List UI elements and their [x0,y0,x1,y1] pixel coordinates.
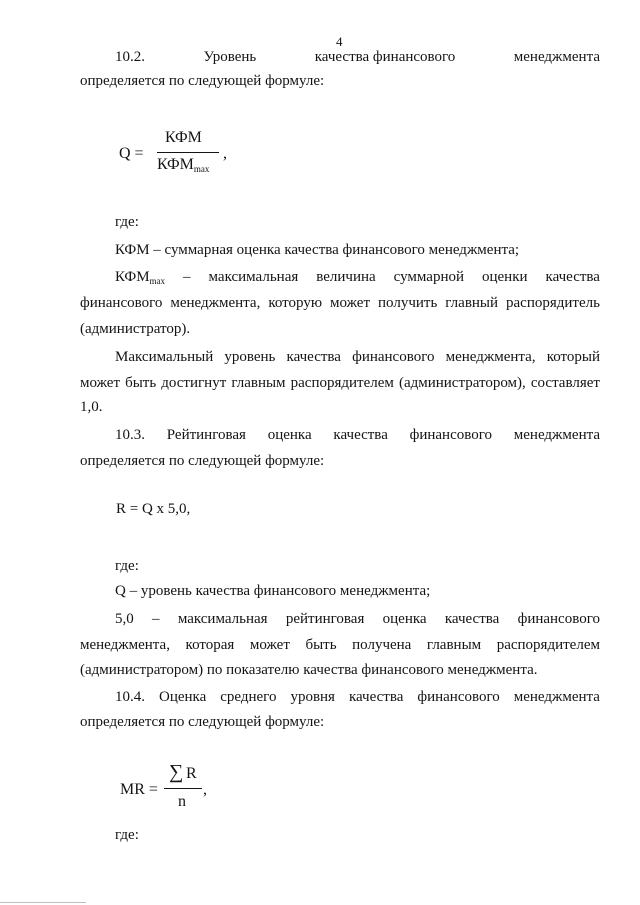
word: может [80,375,120,391]
word: менеджмента [513,49,600,65]
word: может [330,295,371,311]
kfm-definition: КФМ – суммарная оценка качества финансового менеджмента; [115,242,520,258]
max-level-line3: 1,0. [80,399,103,415]
word: составляет [530,375,600,391]
word: качества [286,349,341,365]
word: которая [185,637,235,653]
word: максимальная [177,611,268,627]
word: среднего [220,689,277,705]
word: Рейтинговая [166,427,246,443]
sigma-symbol: ∑ [169,761,184,783]
word: Максимальный [115,349,214,365]
word: оценка [382,611,427,627]
formula-numerator: R [186,765,197,782]
kfmmax-definition-line3: (администратор). [80,321,191,337]
bottom-rule [0,902,86,903]
word: (администратором), [398,375,526,391]
word: – [152,611,160,627]
section-number: 10.2. [115,49,145,65]
denominator-symbol: КФМ [157,156,194,173]
word: может [249,637,290,653]
section-10-2-line2: определяется по следующей формуле: [80,73,325,89]
formula-tail: , [223,145,227,162]
word: суммарной [393,269,465,285]
section-10-4-line1 [115,688,600,706]
section-10-3-line1 [115,426,600,444]
formula-denominator: n [178,793,186,810]
formula-tail: , [203,781,207,798]
word: уровень [224,349,276,365]
word: финансового [409,427,493,443]
section-number: 10.3. [115,427,145,443]
formula-r: R = Q x 5,0, [116,501,191,517]
word: менеджмента [513,689,600,705]
word: главным [231,375,286,391]
word: который [546,349,600,365]
where-label: где: [115,827,139,843]
word: оценки [482,269,528,285]
word: рейтинговая [285,611,365,627]
word: достигнут [161,375,227,391]
word: менеджмента, [80,637,170,653]
word: финансового [80,295,163,311]
word: – [183,269,191,285]
kfmmax-symbol: $КФМ_{max}$ [115,269,166,286]
where-label: где: [115,214,139,230]
where-label: где: [115,558,139,574]
five-definition-line2 [80,636,600,654]
word: величина [316,269,376,285]
word: Оценка [158,689,207,705]
max-level-line1 [115,348,600,366]
formula-numerator: КФМ [165,129,202,146]
fraction-line [164,788,202,789]
word: уровня [290,689,335,705]
word: распорядитель [506,295,600,311]
denominator-subscript: max [193,164,210,174]
section-10-3-line2: определяется по следующей формуле: [80,453,325,469]
page-number: 4 [336,34,343,49]
section-10-4-line2: определяется по следующей формуле: [80,714,325,730]
word: максимальная [208,269,299,285]
word: Уровень [203,49,257,65]
max-level-line2 [80,374,600,392]
formula-lhs: MR = [120,781,158,798]
word: финансового [352,349,435,365]
word: качества [545,269,600,285]
section-10-2-line1 [115,48,600,66]
word: качества [348,689,404,705]
word: оценка [267,427,312,443]
word: качества [333,427,388,443]
word: распорядителем [496,637,600,653]
word: качества финансового [314,49,456,65]
word: главный [445,295,499,311]
word: главным [426,637,482,653]
word: получена [352,637,412,653]
word: финансового [517,611,600,627]
five-definition-line1 [115,610,600,628]
word: 5,0 [115,611,134,627]
q-definition: Q – уровень качества финансового менеджмента; [115,583,431,599]
word: менеджмента, [170,295,261,311]
word: быть [305,637,337,653]
kfmmax-definition-line2 [80,294,600,312]
five-definition-line3: (администратором) по показателю качества финансового менеджмента. [80,662,538,678]
word: которую [268,295,323,311]
word: быть [125,375,157,391]
word: распорядителем [290,375,394,391]
word: финансового [417,689,500,705]
formula-denominator [157,155,209,179]
word: качества [444,611,500,627]
word: получить [378,295,438,311]
formula-lhs: Q = [119,145,144,162]
section-number: 10.4. [115,689,145,705]
word: менеджмента [513,427,600,443]
fraction-line [157,152,219,153]
kfmmax-definition-line1 [115,268,600,290]
word: менеджмента, [445,349,536,365]
